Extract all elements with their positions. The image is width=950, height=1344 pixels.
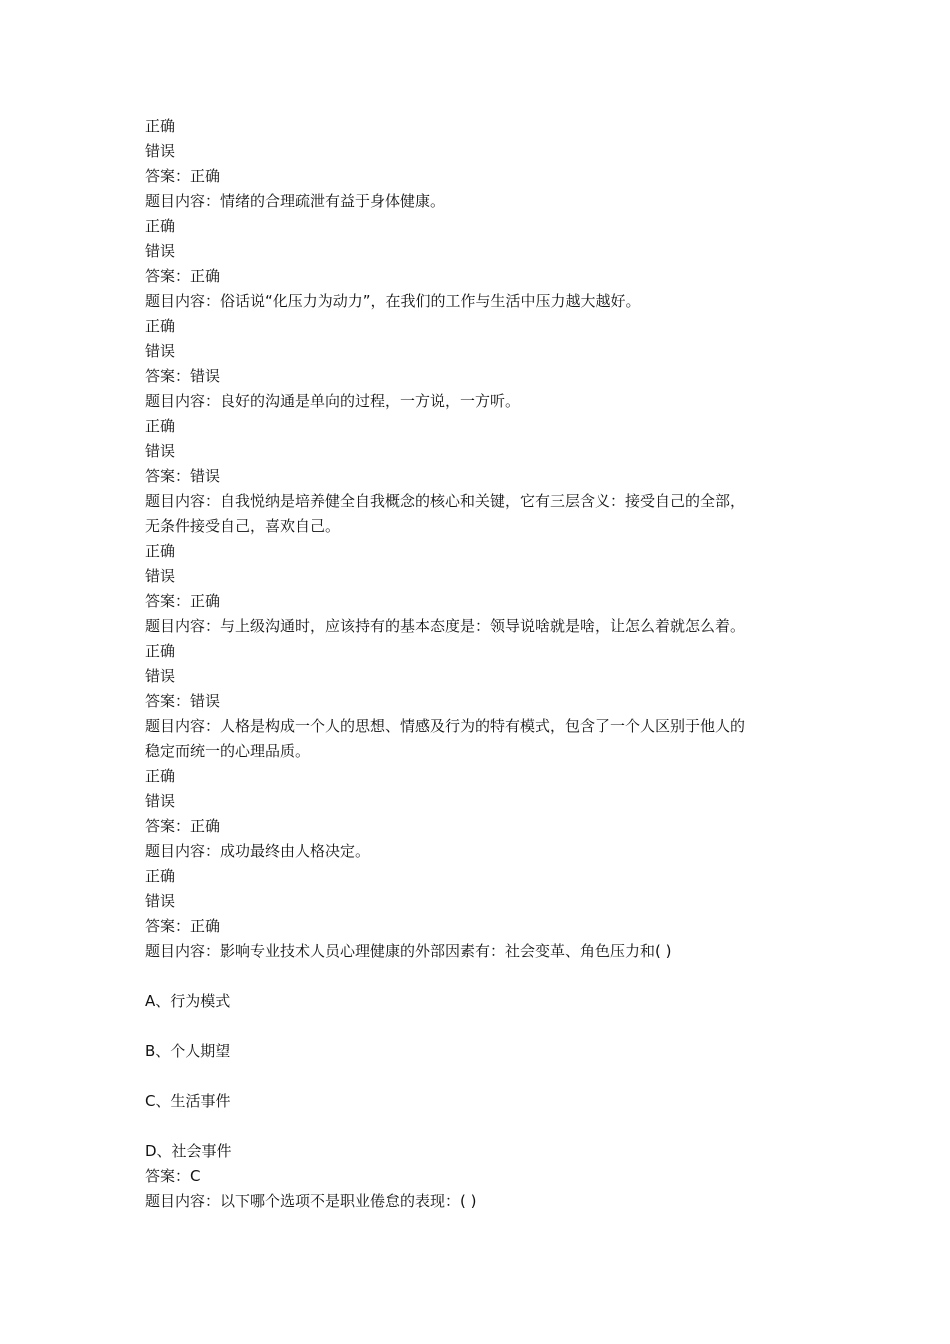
- question: 题目内容：良好的沟通是单向的过程，一方说，一方听。: [145, 392, 521, 410]
- option-false: 错误: [145, 242, 176, 260]
- option-false: 错误: [145, 667, 176, 685]
- option-false: 错误: [145, 792, 176, 810]
- choice-b: B、个人期望: [145, 1042, 231, 1060]
- question: 题目内容：俗话说“化压力为动力”，在我们的工作与生活中压力越大越好。: [145, 292, 641, 310]
- question: 题目内容：人格是构成一个人的思想、情感及行为的特有模式，包含了一个人区别于他人的: [145, 717, 746, 735]
- option-true: 正确: [145, 767, 176, 785]
- answer: 答案：正确: [145, 592, 221, 610]
- option-false: 错误: [145, 567, 176, 585]
- document-body: [145, 114, 815, 1214]
- question: 题目内容：情绪的合理疏泄有益于身体健康。: [145, 192, 446, 210]
- question: 题目内容：自我悦纳是培养健全自我概念的核心和关键，它有三层含义：接受自己的全部，: [145, 492, 746, 510]
- option-true: 正确: [145, 417, 176, 435]
- option-true: 正确: [145, 317, 176, 335]
- answer: 答案：错误: [145, 467, 221, 485]
- question: 题目内容：影响专业技术人员心理健康的外部因素有：社会变革、角色压力和( ): [145, 942, 672, 960]
- blank-line: [145, 1014, 815, 1039]
- answer: 答案：正确: [145, 167, 221, 185]
- blank-line: [145, 964, 815, 989]
- blank-line: [145, 1114, 815, 1139]
- blank-line: [145, 1064, 815, 1089]
- choice-a: A、行为模式: [145, 992, 231, 1010]
- option-true: 正确: [145, 542, 176, 560]
- question: 题目内容：与上级沟通时，应该持有的基本态度是：领导说啥就是啥，让怎么着就怎么着。: [145, 617, 746, 635]
- option-true: 正确: [145, 117, 176, 135]
- option-false: 错误: [145, 342, 176, 360]
- answer: 答案：正确: [145, 817, 221, 835]
- choice-d: D、社会事件: [145, 1142, 232, 1160]
- answer: 答案：正确: [145, 917, 221, 935]
- option-false: 错误: [145, 442, 176, 460]
- answer: 答案：错误: [145, 367, 221, 385]
- answer: 答案：正确: [145, 267, 221, 285]
- option-true: 正确: [145, 867, 176, 885]
- option-false: 错误: [145, 892, 176, 910]
- answer: 答案：C: [145, 1167, 201, 1185]
- option-true: 正确: [145, 642, 176, 660]
- question: 题目内容：以下哪个选项不是职业倦怠的表现：( ): [145, 1192, 477, 1210]
- question-continued: 无条件接受自己，喜欢自己。: [145, 517, 341, 535]
- question-continued: 稳定而统一的心理品质。: [145, 742, 311, 760]
- option-true: 正确: [145, 217, 176, 235]
- question: 题目内容：成功最终由人格决定。: [145, 842, 371, 860]
- answer: 答案：错误: [145, 692, 221, 710]
- choice-c: C、生活事件: [145, 1092, 231, 1110]
- option-false: 错误: [145, 142, 176, 160]
